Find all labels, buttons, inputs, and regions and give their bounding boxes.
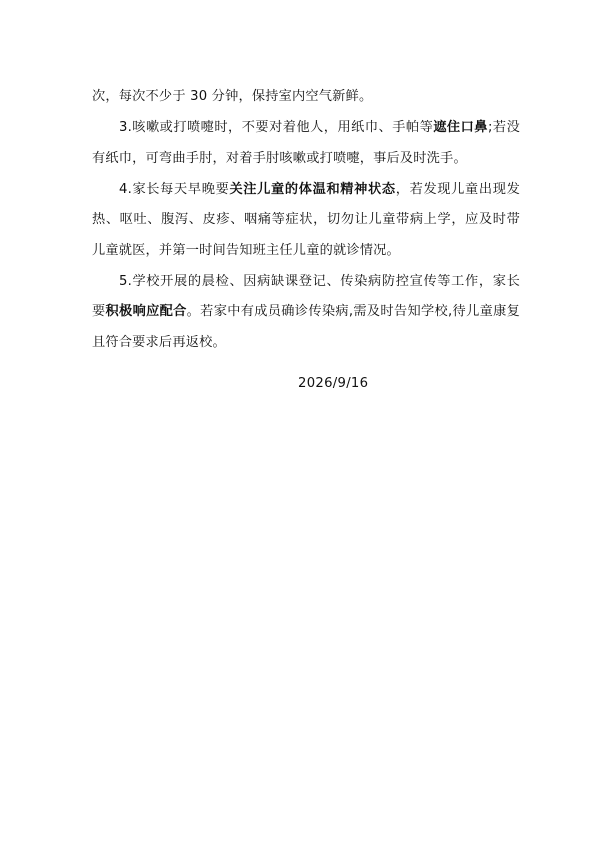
- emphasis-text: 积极响应配合: [105, 304, 187, 319]
- paragraph-item-4: [92, 175, 520, 267]
- paragraph-item-5: [92, 267, 520, 359]
- paragraph-text: 5.学校开展的晨检、因病缺课登记、传染病防控宣传等工作，家长要: [92, 273, 520, 319]
- document-body: [92, 82, 520, 358]
- paragraph-text: 。若家中有成员确诊传染病,需及时告知学校,待儿童康复且符合要求后再返校。: [92, 304, 521, 350]
- paragraph-text: 3.咳嗽或打喷嚏时，不要对着他人，用纸巾、手帕等: [119, 120, 434, 135]
- paragraph-item-3: [92, 113, 520, 174]
- paragraph-text: 4.家长每天早晚要: [119, 181, 230, 197]
- paragraph-text: ，若发现儿童出现发热、呕吐、腹泻、皮疹、咽痛等症状，切勿让儿童带病上学，应及时带儿童就医，并第一时间告知班主任儿童的就诊情况。: [92, 181, 520, 258]
- paragraph-ventilation-continued: [92, 82, 520, 113]
- emphasis-text: 遮住口鼻: [433, 120, 488, 135]
- paragraph-text: ;若没有纸巾，可弯曲手肘，对着手肘咳嗽或打喷嚏，事后及时洗手。: [92, 120, 520, 166]
- document-date: 2026/9/16: [298, 376, 369, 391]
- emphasis-text: 关注儿童的体温和精神状态: [229, 181, 396, 197]
- paragraph-text: 次，每次不少于 30 分钟，保持室内空气新鲜。: [92, 89, 373, 104]
